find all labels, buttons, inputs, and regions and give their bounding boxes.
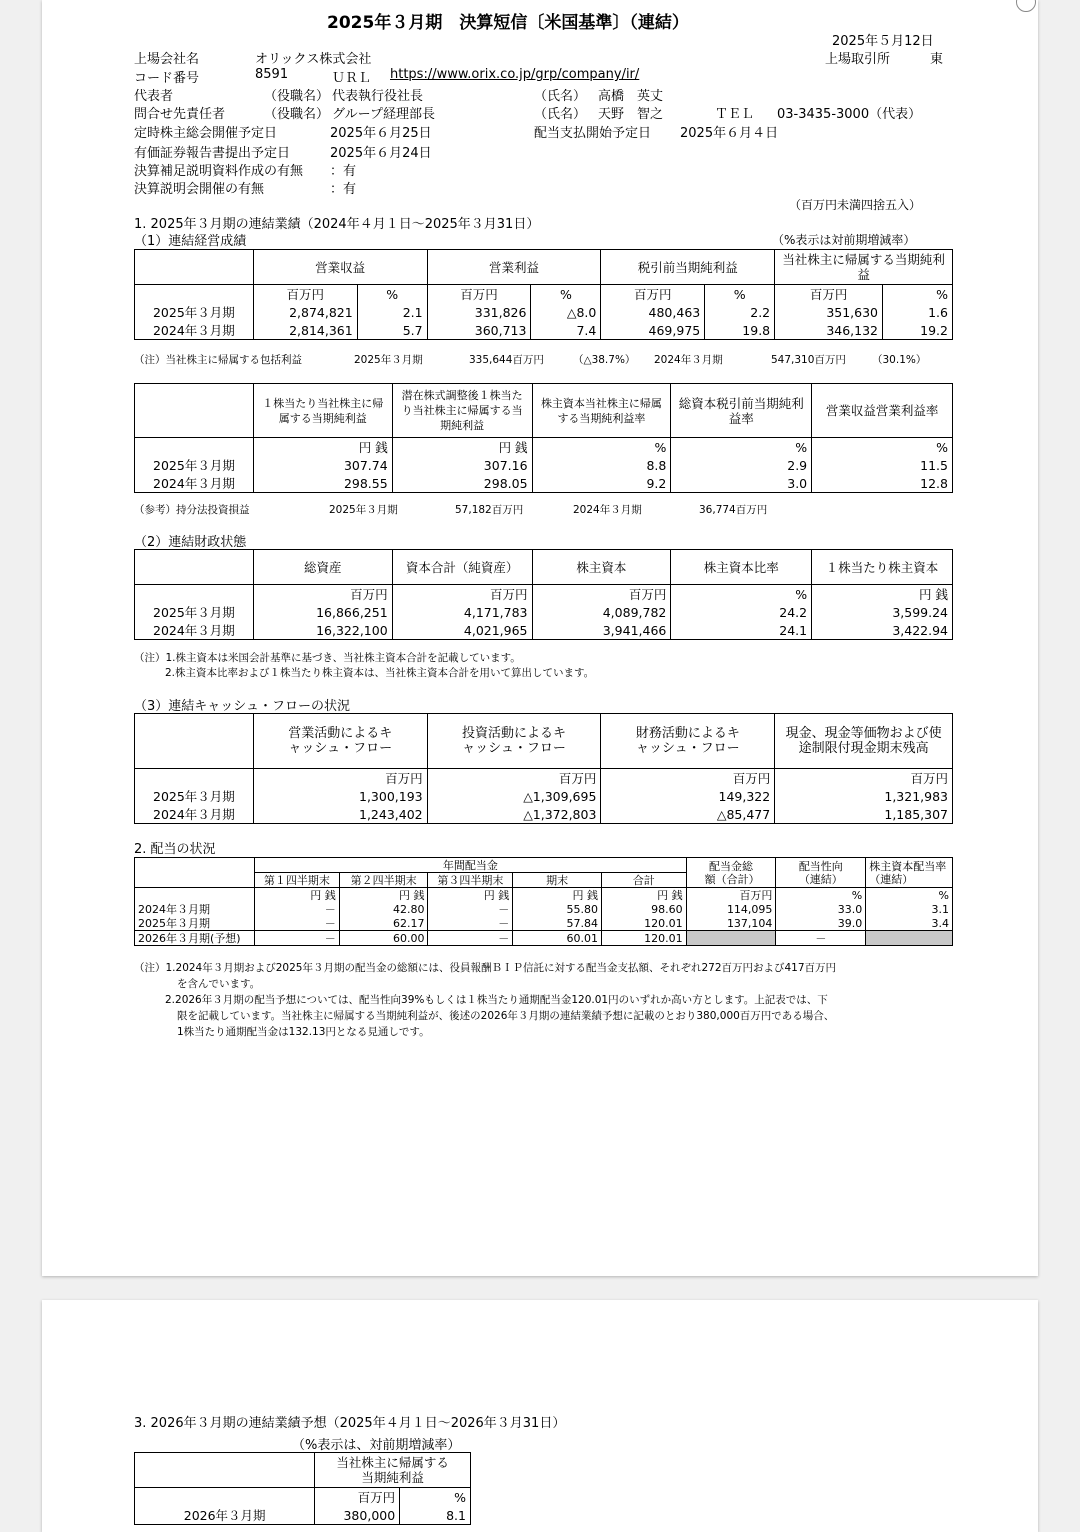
data-cell: 24.2 <box>671 603 812 621</box>
table-row <box>135 303 953 321</box>
unit-cell: % <box>812 438 953 457</box>
unit-cell: 百万円 <box>315 1488 400 1507</box>
row-label: 2026年３月期 <box>135 1506 315 1525</box>
data-cell: － <box>255 916 340 931</box>
data-cell: 4,021,965 <box>392 621 532 640</box>
section3-title: 3. 2026年３月期の連結業績予想（2025年４月１日～2026年３月31日） <box>134 1416 566 1431</box>
data-cell: 8.8 <box>532 456 671 474</box>
unit-cell: % <box>883 285 953 304</box>
data-cell: 120.01 <box>601 916 686 931</box>
unit-cell: 円 銭 <box>513 888 602 903</box>
data-cell: 331,826 <box>427 303 531 321</box>
unit-cell: % <box>671 438 812 457</box>
unit-cell: 円 銭 <box>392 438 532 457</box>
data-cell: 24.1 <box>671 621 812 640</box>
data-cell: 11.5 <box>812 456 953 474</box>
annual-header: 年間配当金 <box>255 858 687 873</box>
div-note2b: 限を記載しています。当社株主に帰属する当期純利益が、後述の2026年３月期の連結業績予想に記載のとおり380,000百万円である場合、 <box>177 1010 835 1022</box>
unit-cell: 円 銭 <box>253 438 392 457</box>
corner-cell <box>135 714 254 769</box>
unit-cell: 百万円 <box>427 769 601 788</box>
corner-cell <box>135 858 255 888</box>
data-cell: 4,171,783 <box>392 603 532 621</box>
col-header: 営業収益 <box>253 250 427 285</box>
note2-p2: 2024年３月期 <box>573 504 642 516</box>
note3b: 2.株主資本比率および１株当たり株主資本は、当社株主資本合計を用いて算出しています。 <box>165 667 595 679</box>
brief-label: 決算説明会開催の有無 <box>134 182 265 197</box>
note2-v2: 36,774百万円 <box>699 504 768 516</box>
col-header: 税引前当期純利益 <box>601 250 775 285</box>
col-header: 配当性向（連結） <box>776 858 866 888</box>
unit-cell: % <box>776 888 866 903</box>
exchange-value: 東 <box>930 52 944 67</box>
agm-label: 定時株主総会開催予定日 <box>134 126 278 141</box>
col-header: 株主資本比率 <box>671 550 812 585</box>
contact-title: グループ経理部長 <box>332 107 435 122</box>
data-cell: 9.2 <box>532 474 671 493</box>
unit-cell: % <box>866 888 953 903</box>
col-header: 総資本税引前当期純利益率 <box>671 384 812 438</box>
data-cell: 1,321,983 <box>775 787 953 805</box>
exchange-label: 上場取引所 <box>825 52 891 67</box>
unit-cell: % <box>531 285 601 304</box>
col-header: 当社株主に帰属する当期純利益 <box>775 250 953 285</box>
data-cell: 33.0 <box>776 902 866 916</box>
table-row <box>135 474 953 493</box>
col-header: 営業活動によるキャッシュ・フロー <box>253 714 427 769</box>
data-cell: △1,372,803 <box>427 805 601 824</box>
contact-title-label: （役職名） <box>264 107 330 122</box>
div-note1b: を含んでいます。 <box>177 978 261 990</box>
div-start-value: 2025年６月４日 <box>680 126 779 141</box>
dividend-table <box>134 857 953 946</box>
div-note2c: 1株当たり通期配当金は132.13円となる見通しです。 <box>177 1026 430 1038</box>
row-label: 2025年３月期 <box>135 303 254 321</box>
unit-cell: 百万円 <box>601 285 705 304</box>
col-header: 当社株主に帰属する当期純利益 <box>315 1453 471 1488</box>
data-cell: 12.8 <box>812 474 953 493</box>
col-header: 営業利益 <box>427 250 601 285</box>
col-header: １株当たり当社株主に帰属する当期純利益 <box>253 384 392 438</box>
forecast-table <box>134 1452 471 1525</box>
code-label: コード番号 <box>134 71 200 86</box>
per-share-table <box>134 383 953 493</box>
data-cell: 2.2 <box>705 303 775 321</box>
data-cell: △1,309,695 <box>427 787 601 805</box>
page-1 <box>42 0 1038 1276</box>
data-cell: 3,599.24 <box>812 603 953 621</box>
unit-cell: 百万円 <box>427 285 531 304</box>
url-label: ＵＲＬ <box>332 71 372 86</box>
unit-label-cell <box>135 1488 315 1507</box>
data-cell: － <box>255 902 340 916</box>
col-header: 投資活動によるキャッシュ・フロー <box>427 714 601 769</box>
section1-sub2: （2）連結財政状態 <box>134 535 247 550</box>
data-cell: 57.84 <box>513 916 602 931</box>
table-row <box>135 621 953 640</box>
unit-label-cell <box>135 438 254 457</box>
contact-name: 天野 智之 <box>598 107 664 122</box>
contact-label: 問合せ先責任者 <box>134 107 226 122</box>
note2-v1: 57,182百万円 <box>455 504 524 516</box>
table-row <box>135 456 953 474</box>
unit-cell: 百万円 <box>775 285 883 304</box>
data-cell: 2,874,821 <box>253 303 357 321</box>
data-cell: 62.17 <box>339 916 428 931</box>
data-cell: 4,089,782 <box>532 603 671 621</box>
unit-cell: 百万円 <box>601 769 775 788</box>
data-cell: 3.1 <box>866 902 953 916</box>
rep-label: 代表者 <box>134 89 174 104</box>
unit-cell: % <box>532 438 671 457</box>
data-cell: 469,975 <box>601 321 705 340</box>
data-cell: － <box>428 931 513 946</box>
shaded-cell <box>686 931 776 946</box>
note1-p2: 2024年３月期 <box>654 354 723 366</box>
section1-sub1: （1）連結経営成績 <box>134 234 247 249</box>
section2-title: 2. 配当の状況 <box>134 842 216 857</box>
data-cell: 346,132 <box>775 321 883 340</box>
rep-title-label: （役職名） <box>264 89 330 104</box>
data-cell: 3,422.94 <box>812 621 953 640</box>
corner-cell <box>135 1453 315 1488</box>
operating-results-table <box>134 249 953 340</box>
tel-value: 03-3435-3000（代表） <box>777 107 922 122</box>
document-title: 2025年３月期 決算短信〔米国基準〕（連結） <box>327 13 689 33</box>
col-header: 第２四半期末 <box>339 873 428 888</box>
data-cell: － <box>255 931 340 946</box>
data-cell: 351,630 <box>775 303 883 321</box>
col-header: 株主資本当社株主に帰属する当期純利益率 <box>532 384 671 438</box>
report-value: 2025年６月24日 <box>330 146 432 161</box>
unit-label-cell <box>135 585 254 604</box>
data-cell: 16,322,100 <box>253 621 392 640</box>
data-cell: 3,941,466 <box>532 621 671 640</box>
note1-prefix: （注）当社株主に帰属する包括利益 <box>134 354 302 366</box>
table-row <box>135 787 953 805</box>
data-cell: 3.4 <box>866 916 953 931</box>
col-header: 株主資本 <box>532 550 671 585</box>
corner-cell <box>135 550 254 585</box>
data-cell: 149,322 <box>601 787 775 805</box>
col-header: 現金、現金等価物および使途制限付現金期末残高 <box>775 714 953 769</box>
data-cell: 39.0 <box>776 916 866 931</box>
rep-name: 高橋 英丈 <box>598 89 664 104</box>
col-header: 合計 <box>601 873 686 888</box>
financial-position-table <box>134 549 953 640</box>
col-header: １株当たり株主資本 <box>812 550 953 585</box>
row-label: 2024年３月期 <box>135 902 255 916</box>
table-row <box>135 916 953 931</box>
data-cell: 98.60 <box>601 902 686 916</box>
data-cell: 3.0 <box>671 474 812 493</box>
row-label: 2024年３月期 <box>135 321 254 340</box>
data-cell: 8.1 <box>400 1506 471 1525</box>
data-cell: 307.74 <box>253 456 392 474</box>
pct-note: （%表示は対前期増減率） <box>772 233 916 247</box>
data-cell: 2.1 <box>357 303 427 321</box>
unit-label-cell <box>135 285 254 304</box>
unit-cell: 円 銭 <box>428 888 513 903</box>
data-cell: 7.4 <box>531 321 601 340</box>
unit-cell: 百万円 <box>686 888 776 903</box>
div-start-label: 配当支払開始予定日 <box>534 126 652 141</box>
rep-name-label: （氏名） <box>534 89 587 104</box>
document-date: 2025年５月12日 <box>832 34 934 49</box>
supp-value: ：有 <box>330 164 357 179</box>
data-cell: 480,463 <box>601 303 705 321</box>
note1-p1: 2025年３月期 <box>354 354 423 366</box>
data-cell: 60.01 <box>513 931 602 946</box>
col-header: 財務活動によるキャッシュ・フロー <box>601 714 775 769</box>
tel-label: ＴＥＬ <box>715 107 755 122</box>
data-cell: 19.8 <box>705 321 775 340</box>
row-label: 2024年３月期 <box>135 805 254 824</box>
data-cell: － <box>428 902 513 916</box>
section3-pct-note: （%表示は、対前期増減率） <box>292 1438 461 1453</box>
data-cell: 114,095 <box>686 902 776 916</box>
row-label: 2025年３月期 <box>135 916 255 931</box>
col-header: 株主資本配当率（連結） <box>866 858 953 888</box>
data-cell: 55.80 <box>513 902 602 916</box>
table-row <box>135 902 953 916</box>
rep-title: 代表執行役社長 <box>332 89 424 104</box>
page-2 <box>42 1300 1038 1532</box>
report-label: 有価証券報告書提出予定日 <box>134 146 291 161</box>
note1-c2: （30.1%） <box>872 354 927 366</box>
table-row <box>135 1506 471 1525</box>
data-cell: △85,477 <box>601 805 775 824</box>
data-cell: 298.05 <box>392 474 532 493</box>
unit-cell: 百万円 <box>392 585 532 604</box>
rounding-note: （百万円未満四捨五入） <box>789 198 922 212</box>
data-cell: 1,300,193 <box>253 787 427 805</box>
corner-cell <box>135 384 254 438</box>
data-cell: － <box>428 916 513 931</box>
ir-url-link[interactable]: https://www.orix.co.jp/grp/company/ir/ <box>390 67 640 82</box>
note2-p1: 2025年３月期 <box>329 504 398 516</box>
unit-cell: 百万円 <box>253 769 427 788</box>
data-cell: 1,185,307 <box>775 805 953 824</box>
seal-icon <box>1016 0 1036 12</box>
unit-cell: 円 銭 <box>812 585 953 604</box>
data-cell: 380,000 <box>315 1506 400 1525</box>
div-note1a: （注）1.2024年３月期および2025年３月期の配当金の総額には、役員報酬ＢＩＰ信託に対する配当金支払額、それぞれ272百万円および417百万円 <box>134 962 837 974</box>
unit-cell: 百万円 <box>775 769 953 788</box>
note2-prefix: （参考）持分法投資損益 <box>134 504 250 516</box>
data-cell: 5.7 <box>357 321 427 340</box>
cash-flow-table <box>134 713 953 824</box>
col-header: 第１四半期末 <box>255 873 340 888</box>
data-cell: 42.80 <box>339 902 428 916</box>
unit-cell: 百万円 <box>532 585 671 604</box>
row-label: 2025年３月期 <box>135 456 254 474</box>
unit-cell: 円 銭 <box>601 888 686 903</box>
data-cell: 1.6 <box>883 303 953 321</box>
col-header: 潜在株式調整後１株当たり当社株主に帰属する当期純利益 <box>392 384 532 438</box>
col-header: 第３四半期末 <box>428 873 513 888</box>
listed-label: 上場会社名 <box>134 52 200 67</box>
listed-value: オリックス株式会社 <box>255 52 372 67</box>
data-cell: 1,243,402 <box>253 805 427 824</box>
col-header: 総資産 <box>253 550 392 585</box>
agm-value: 2025年６月25日 <box>330 126 432 141</box>
unit-cell: % <box>357 285 427 304</box>
unit-cell: 百万円 <box>253 585 392 604</box>
data-cell: 2,814,361 <box>253 321 357 340</box>
section1-title: 1. 2025年３月期の連結業績（2024年４月１日～2025年３月31日） <box>134 217 540 232</box>
table-row <box>135 805 953 824</box>
data-cell: 2.9 <box>671 456 812 474</box>
row-label: 2024年３月期 <box>135 474 254 493</box>
unit-label-cell <box>135 888 255 903</box>
note3a: （注）1.株主資本は米国会計基準に基づき、当社株主資本合計を記載しています。 <box>134 652 521 664</box>
data-cell: 60.00 <box>339 931 428 946</box>
row-label: 2026年３月期(予想) <box>135 931 255 946</box>
unit-cell: 円 銭 <box>339 888 428 903</box>
data-cell: 360,713 <box>427 321 531 340</box>
div-note2a: 2.2026年３月期の配当予想については、配当性向39%もしくは１株当たり通期配当金120.01円のいずれか高い方とします。上記表では、下 <box>165 994 828 1006</box>
note1-v1: 335,644百万円 <box>469 354 544 366</box>
unit-cell: % <box>671 585 812 604</box>
unit-cell: % <box>400 1488 471 1507</box>
col-header: 営業収益営業利益率 <box>812 384 953 438</box>
code-value: 8591 <box>255 67 289 82</box>
row-label: 2025年３月期 <box>135 787 254 805</box>
contact-name-label: （氏名） <box>534 107 587 122</box>
section1-sub3: （3）連結キャッシュ・フローの状況 <box>134 699 351 714</box>
row-label: 2025年３月期 <box>135 603 254 621</box>
table-row <box>135 321 953 340</box>
corner-cell <box>135 250 254 285</box>
col-header: 配当金総額（合計） <box>686 858 776 888</box>
shaded-cell <box>866 931 953 946</box>
col-header: 期末 <box>513 873 602 888</box>
data-cell: 137,104 <box>686 916 776 931</box>
unit-cell: 百万円 <box>253 285 357 304</box>
data-cell: 120.01 <box>601 931 686 946</box>
table-row <box>135 603 953 621</box>
row-label: 2024年３月期 <box>135 621 254 640</box>
col-header: 資本合計（純資産） <box>392 550 532 585</box>
note1-c1: （△38.7%） <box>573 354 636 366</box>
unit-cell: % <box>705 285 775 304</box>
data-cell: 298.55 <box>253 474 392 493</box>
supp-label: 決算補足説明資料作成の有無 <box>134 164 304 179</box>
data-cell: △8.0 <box>531 303 601 321</box>
data-cell: 19.2 <box>883 321 953 340</box>
table-row <box>135 931 953 946</box>
data-cell: 307.16 <box>392 456 532 474</box>
data-cell: － <box>776 931 866 946</box>
brief-value: ：有 <box>330 182 357 197</box>
data-cell: 16,866,251 <box>253 603 392 621</box>
unit-label-cell <box>135 769 254 788</box>
unit-cell: 円 銭 <box>255 888 340 903</box>
note1-v2: 547,310百万円 <box>771 354 846 366</box>
